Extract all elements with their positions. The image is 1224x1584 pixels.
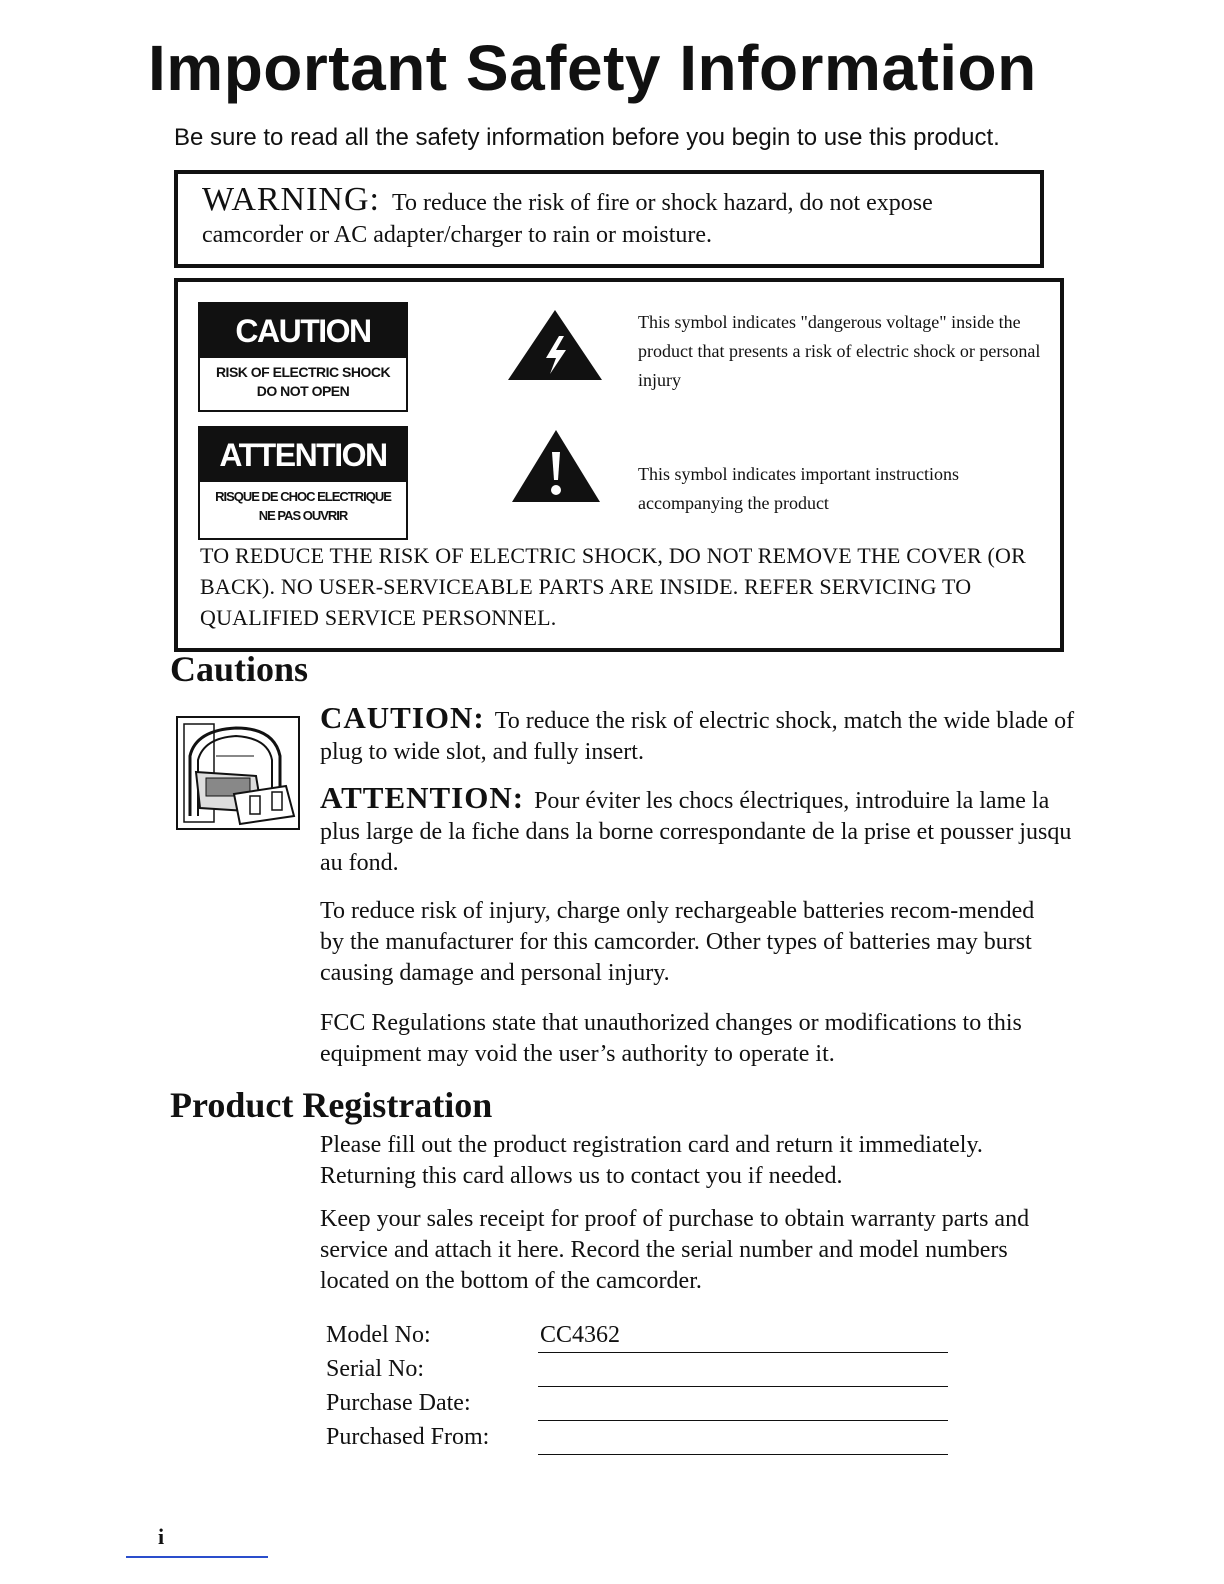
fcc-paragraph: FCC Regulations state that unauthorized changes or modifications to this equipment may void the user’s authority to operate it. [320, 1010, 1022, 1067]
warning-paragraph [202, 181, 1020, 251]
purchased-from-line [538, 1454, 948, 1455]
warning-box [174, 170, 1044, 268]
registration-paragraph: Please fill out the product registration card and return it immediately. Returning this card allows us to contact you if needed. [320, 1132, 983, 1189]
serial-number-label: Serial No: [326, 1356, 424, 1382]
attention-label-graphic [198, 426, 408, 540]
receipt-paragraph: Keep your sales receipt for proof of purchase to obtain warranty parts and service and attach it here. Record the serial number and model numbers located on the bottom of the camcorder. [320, 1206, 1030, 1294]
serial-number-line [538, 1386, 948, 1387]
page-title: Important Safety Information [148, 32, 1037, 104]
warning-text: To reduce the risk of fire or shock hazard, do not expose camcorder or AC adapter/charger to rain or moisture. [202, 190, 933, 248]
plug-insertion-icon [176, 716, 300, 830]
footer-rule [126, 1556, 268, 1558]
caution-label-head: CAUTION [200, 304, 406, 358]
model-number-value: CC4362 [540, 1322, 621, 1348]
caution-heading-inline: CAUTION: [320, 700, 485, 735]
serial-number-row [326, 1356, 966, 1390]
purchase-date-label: Purchase Date: [326, 1390, 471, 1416]
purchase-date-row [326, 1390, 966, 1424]
exclamation-warning-icon [510, 428, 602, 504]
battery-paragraph: To reduce risk of injury, charge only rechargeable batteries recom-mended by the manufacturer for this camcorder. Other types of batteries may burst causing damage and personal injury. [320, 898, 1035, 986]
registration-heading: Product Registration [170, 1085, 493, 1125]
electric-shock-notice: TO REDUCE THE RISK OF ELECTRIC SHOCK, DO NOT REMOVE THE COVER (OR BACK). NO USER-SERVICEABLE PARTS ARE INSIDE. REFER SERVICING TO QUALIFIED SERVICE PERSONNEL. [200, 543, 1027, 630]
attention-paragraph [320, 782, 1090, 879]
shock-caution-box [174, 278, 1064, 652]
caution-label-line2: DO NOT OPEN [256, 383, 350, 399]
purchased-from-label: Purchased From: [326, 1424, 490, 1450]
warning-label: WARNING: [202, 181, 380, 218]
caution-paragraph [320, 702, 1090, 768]
attention-label-head: ATTENTION [200, 428, 406, 482]
lightning-warning-icon [506, 308, 604, 382]
caution-label-graphic [198, 302, 408, 412]
attention-text: Pour éviter les chocs électriques, introduire la lame la plus large de la fiche dans la borne correspondante de la prise et pousser jusqu au fond. [320, 788, 1072, 876]
purchased-from-row [326, 1424, 966, 1458]
caution-label-line1: RISK OF ELECTRIC SHOCK [215, 364, 391, 380]
purchase-date-line [538, 1420, 948, 1421]
attention-heading-inline: ATTENTION: [320, 780, 525, 815]
voltage-symbol-description: This symbol indicates "dangerous voltage" inside the product that presents a risk of electric shock or personal injury [638, 312, 1041, 390]
model-number-label: Model No: [326, 1322, 431, 1348]
page-subtitle: Be sure to read all the safety information before you begin to use this product. [174, 124, 1000, 151]
model-number-row [326, 1322, 966, 1356]
attention-label-line2: NE PAS OUVRIR [258, 508, 348, 523]
attention-label-line1: RISQUE DE CHOC ELECTRIQUE [215, 489, 391, 504]
page-number: i [158, 1524, 165, 1549]
instruction-symbol-description: This symbol indicates important instructions accompanying the product [638, 464, 959, 513]
cautions-heading: Cautions [170, 649, 309, 689]
caution-text: To reduce the risk of electric shock, match the wide blade of plug to wide slot, and fully insert. [320, 708, 1075, 765]
model-number-line [538, 1352, 948, 1353]
